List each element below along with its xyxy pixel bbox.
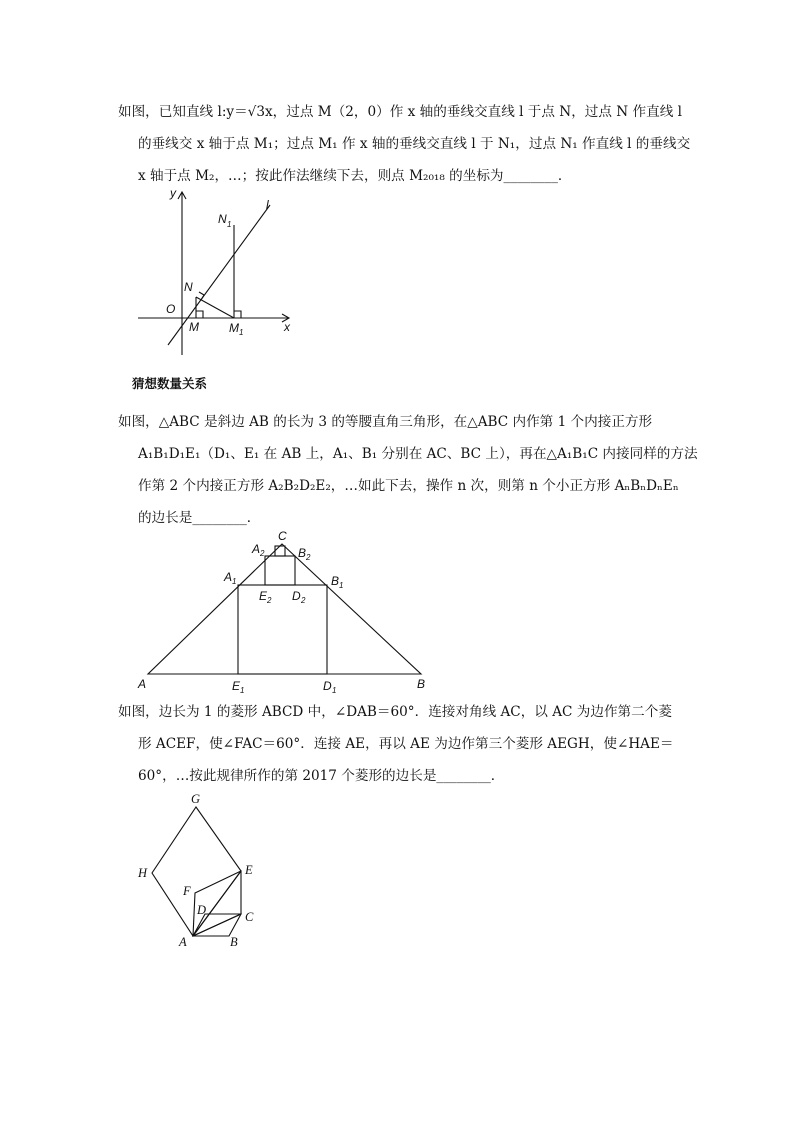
label-b1-sub: 1 bbox=[339, 581, 344, 590]
label-b1: B bbox=[331, 574, 340, 588]
label-e1-sub: 1 bbox=[240, 686, 245, 695]
problem3-line-2: 形 ACEF，使∠FAC＝60°．连接 AE，再以 AE 为边作第三个菱形 AEGH，使∠HAE＝ bbox=[138, 736, 674, 752]
label-a1: A bbox=[224, 570, 233, 584]
label-n1-sub: 1 bbox=[227, 220, 232, 229]
label-e: E bbox=[245, 863, 253, 877]
label-h: H bbox=[138, 866, 148, 880]
label-m1-sub: 1 bbox=[239, 328, 244, 337]
label-a3: A bbox=[179, 935, 187, 949]
problem3-line-3: 60°，…按此规律所作的第 2017 个菱形的边长是________． bbox=[138, 768, 505, 784]
label-d1: D bbox=[323, 679, 332, 693]
problem2-line-4: 的边长是________． bbox=[138, 510, 261, 526]
label-d2-sub: 2 bbox=[301, 596, 306, 605]
label-x: x bbox=[284, 320, 290, 334]
label-b2-sub: 2 bbox=[306, 553, 311, 562]
problem2-line-1: 如图，△ABC 是斜边 AB 的长为 3 的等腰直角三角形，在△ABC 内作第 1 个内接正方形 bbox=[118, 414, 653, 430]
problem1-line-1: 如图，已知直线 l:y＝√3x，过点 M（2，0）作 x 轴的垂线交直线 l 于点 N，过点 N 作直线 l bbox=[118, 104, 682, 120]
label-e1: E bbox=[232, 679, 241, 693]
label-b3: B bbox=[230, 935, 238, 949]
diagonal-ac bbox=[193, 914, 241, 936]
label-n: N bbox=[184, 280, 193, 294]
label-m: M bbox=[189, 320, 199, 334]
label-y: y bbox=[170, 186, 176, 200]
label-e2: E bbox=[259, 589, 268, 603]
label-d: D bbox=[197, 903, 207, 917]
label-l: l bbox=[266, 198, 269, 212]
label-a1-sub: 1 bbox=[232, 577, 237, 586]
label-f: F bbox=[183, 884, 191, 898]
label-g: G bbox=[191, 792, 201, 806]
label-c: C bbox=[278, 529, 287, 543]
label-a2-sub: 2 bbox=[260, 549, 265, 558]
section-heading: 猜想数量关系 bbox=[132, 376, 208, 391]
label-a2: A bbox=[252, 542, 261, 556]
problem2-line-3: 作第 2 个内接正方形 A₂B₂D₂E₂，…如此下去，操作 n 次，则第 n 个小正方形 AₙBₙDₙEₙ bbox=[138, 478, 679, 494]
label-b: B bbox=[417, 677, 426, 691]
problem1-line-3: x 轴于点 M₂，…；按此作法继续下去，则点 M₂₀₁₈ 的坐标为________． bbox=[138, 168, 572, 184]
label-d1-sub: 1 bbox=[332, 686, 337, 695]
problem3-line-1: 如图，边长为 1 的菱形 ABCD 中，∠DAB＝60°．连接对角线 AC，以 AC 为边作第二个菱 bbox=[118, 704, 672, 720]
label-o: O bbox=[166, 302, 176, 316]
problem1-line-2: 的垂线交 x 轴于点 M₁；过点 M₁ 作 x 轴的垂线交直线 l 于 N₁，过点 N₁ 作直线 l 的垂线交 bbox=[138, 136, 691, 152]
label-n1: N bbox=[218, 212, 227, 226]
label-b2: B bbox=[298, 546, 307, 560]
label-d2: D bbox=[292, 589, 301, 603]
label-e2-sub: 2 bbox=[267, 596, 272, 605]
label-a: A bbox=[138, 677, 147, 691]
problem2-line-2: A₁B₁D₁E₁（D₁、E₁ 在 AB 上，A₁、B₁ 分别在 AC、BC 上），再在△A₁B₁C 内接同样的方法 bbox=[138, 446, 698, 462]
label-m1: M bbox=[229, 321, 239, 335]
label-c3: C bbox=[245, 910, 254, 924]
